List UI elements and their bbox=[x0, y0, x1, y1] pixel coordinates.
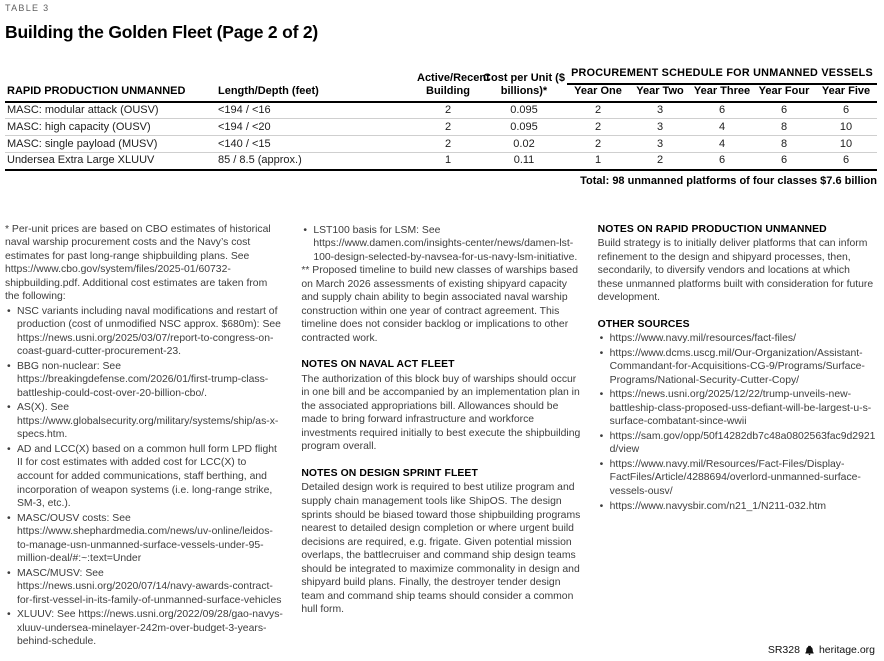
other-source-item: • https://www.navysbir.com/n21_1/N211-032.htm bbox=[598, 500, 877, 514]
year-one-cell: 2 bbox=[567, 102, 629, 119]
year-five-cell: 6 bbox=[815, 153, 877, 170]
col-header-active-recent: Active/Recent Building bbox=[415, 67, 481, 102]
page-title: Building the Golden Fleet (Page 2 of 2) bbox=[5, 22, 319, 42]
table-label: TABLE 3 bbox=[5, 3, 50, 13]
footnote-source-item: • LST100 basis for LSM: See https://www.damen.com/insights-center/news/damen-lst-100-design-selected-by-navsea-for-us-navy-lsm-initiative. bbox=[301, 224, 580, 265]
active-building-cell: 2 bbox=[415, 136, 481, 153]
year-one-cell: 2 bbox=[567, 136, 629, 153]
footnote-source-list-continued bbox=[301, 224, 580, 265]
table-row bbox=[5, 102, 877, 119]
year-three-cell: 6 bbox=[691, 102, 753, 119]
footnote-proposed-timeline: ** Proposed timeline to build new classes of warships based on March 2026 assessments of existing shipyard capacity and supply chain ability to begin associated naval warship construction within one year of contract agreement. This timeline does not consider backlog or implications to other contracted work. bbox=[301, 265, 578, 344]
year-three-cell: 4 bbox=[691, 119, 753, 136]
year-four-cell: 6 bbox=[753, 102, 815, 119]
footnotes-section bbox=[5, 223, 877, 649]
heading-notes-design-sprint-fleet: NOTES ON DESIGN SPRINT FLEET bbox=[301, 467, 478, 479]
year-one-cell: 2 bbox=[567, 119, 629, 136]
year-two-cell: 3 bbox=[629, 119, 691, 136]
year-five-cell: 10 bbox=[815, 119, 877, 136]
year-three-cell: 6 bbox=[691, 153, 753, 170]
cost-per-unit-cell: 0.095 bbox=[481, 102, 567, 119]
footnote-source-item: • AS(X). See https://www.globalsecurity.org/military/systems/ship/as-x-specs.htm. bbox=[5, 401, 284, 442]
year-four-cell: 8 bbox=[753, 136, 815, 153]
year-two-cell: 3 bbox=[629, 102, 691, 119]
length-depth-cell: 85 / 8.5 (approx.) bbox=[216, 153, 415, 170]
cost-per-unit-cell: 0.11 bbox=[481, 153, 567, 170]
table-total: Total: 98 unmanned platforms of four classes $7.6 billion bbox=[580, 174, 877, 187]
fleet-table bbox=[5, 67, 877, 171]
vessel-name-cell: MASC: high capacity (OUSV) bbox=[5, 119, 216, 136]
active-building-cell: 2 bbox=[415, 119, 481, 136]
table-row bbox=[5, 153, 877, 170]
footnotes-column-2 bbox=[301, 223, 580, 649]
other-sources-list bbox=[598, 332, 877, 513]
other-source-item: • https://www.dcms.uscg.mil/Our-Organization/Assistant-Commandant-for-Acquisitions-CG-9/Programs/Surface-Programs/National-Security-Cutter-Copy/ bbox=[598, 347, 877, 388]
publisher-site: heritage.org bbox=[818, 644, 875, 656]
notes-naval-act-fleet-body: The authorization of this block buy of warships should occur in one bill and be accompanied by an implementation plan in the associated appropriations bill. Allowances should be made to bring forward infrastructure and workforce investments required initially to best execute the shipbuilding program overall. bbox=[301, 373, 581, 453]
length-depth-cell: <194 / <20 bbox=[216, 119, 415, 136]
active-building-cell: 1 bbox=[415, 153, 481, 170]
col-header-rapid-production: RAPID PRODUCTION UNMANNED bbox=[5, 67, 216, 102]
col-group-header-procurement-schedule: PROCUREMENT SCHEDULE FOR UNMANNED VESSELS bbox=[567, 67, 877, 84]
footnote-source-item: • AD and LCC(X) based on a common hull form LPD flight II for cost estimates with added cost for LCC(X) to account for added communications, staff berthing, and incorporation of weapon systems (i.e. long-range strike, SM-3, etc.). bbox=[5, 443, 284, 511]
heading-notes-rapid-production-unmanned: NOTES ON RAPID PRODUCTION UNMANNED bbox=[597, 223, 827, 235]
col-header-year-two: Year Two bbox=[629, 84, 691, 102]
col-header-year-three: Year Three bbox=[691, 84, 753, 102]
table-row bbox=[5, 136, 877, 153]
footnote-source-list bbox=[5, 305, 284, 649]
year-four-cell: 8 bbox=[753, 119, 815, 136]
footnote-source-item: • BBG non-nuclear: See https://breakingdefense.com/2026/01/first-trump-class-battleship-could-cost-over-20-billion-cbo/. bbox=[5, 360, 284, 401]
vessel-name-cell: MASC: single payload (MUSV) bbox=[5, 136, 216, 153]
col-header-cost-per-unit: Cost per Unit ($ billions)* bbox=[481, 67, 567, 102]
col-header-length-depth: Length/Depth (feet) bbox=[216, 67, 415, 102]
length-depth-cell: <194 / <16 bbox=[216, 102, 415, 119]
length-depth-cell: <140 / <15 bbox=[216, 136, 415, 153]
notes-design-sprint-fleet-body: Detailed design work is required to best utilize program and supply chain management tools like ShipOS. The design sprints should be biased toward those shipbuilding programs nearest to detailed design completion or where urgent build decisions are required, e.g. frigate. Given potential mission overlaps, the battlecruiser and command ship design teams should be integrated to maximize commonality in design and shipyard build plans. Finally, the destroyer tender design team and command ship teams should consider a common hull form. bbox=[301, 482, 581, 616]
col-header-year-five: Year Five bbox=[815, 84, 877, 102]
table-row bbox=[5, 119, 877, 136]
report-id: SR328 bbox=[767, 644, 800, 656]
year-one-cell: 1 bbox=[567, 153, 629, 170]
other-source-item: • https://www.navy.mil/resources/fact-files/ bbox=[598, 332, 877, 346]
heading-other-sources: OTHER SOURCES bbox=[597, 318, 690, 330]
col-header-year-four: Year Four bbox=[753, 84, 815, 102]
col-header-year-one: Year One bbox=[567, 84, 629, 102]
other-source-item: • https://sam.gov/opp/50f14282db7c48a0802563fac9d2921d/view bbox=[598, 430, 877, 457]
vessel-name-cell: MASC: modular attack (OUSV) bbox=[5, 102, 216, 119]
active-building-cell: 2 bbox=[415, 102, 481, 119]
footnote-source-item: • NSC variants including naval modifications and restart of production (cost of unmodified NSC approx. $680m): See https://news.usni.org/2025/03/07/report-to-congress-on-coast-guard-cutter-procurement-23. bbox=[5, 305, 284, 359]
year-five-cell: 10 bbox=[815, 136, 877, 153]
notes-rapid-production-unmanned-body: Build strategy is to initially deliver platforms that can inform refinement to the design and shipyard processes, then, secondarily, to diversify vendors and locations at which these unmanned platforms built with consideration for future development. bbox=[597, 238, 874, 304]
year-two-cell: 2 bbox=[629, 153, 691, 170]
year-two-cell: 3 bbox=[629, 136, 691, 153]
other-source-item: • https://www.navy.mil/Resources/Fact-Files/Display-FactFiles/Article/4288694/overlord-unmanned-surface-vessels-ousv/ bbox=[598, 458, 877, 499]
page-footer bbox=[768, 644, 875, 656]
year-four-cell: 6 bbox=[753, 153, 815, 170]
footnote-per-unit-prices: * Per-unit prices are based on CBO estimates of historical naval warship procurement costs and the Navy’s cost estimates for past long-range shipbuilding plans. See https://www.cbo.gov/system/files/2025-01/60732-shipbuilding.pdf. Additional cost estimates are taken from the following: bbox=[5, 223, 271, 303]
vessel-name-cell: Undersea Extra Large XLUUV bbox=[5, 153, 216, 170]
footnote-source-item: • XLUUV: See https://news.usni.org/2022/09/28/gao-navys-xluuv-undersea-minelayer-242m-over-budget-3-years-behind-schedule. bbox=[5, 608, 284, 649]
footnotes-column-1 bbox=[5, 223, 284, 649]
cost-per-unit-cell: 0.02 bbox=[481, 136, 567, 153]
year-five-cell: 6 bbox=[815, 102, 877, 119]
heading-notes-naval-act-fleet: NOTES ON NAVAL ACT FLEET bbox=[301, 359, 455, 371]
liberty-bell-icon bbox=[804, 645, 815, 656]
other-source-item: • https://news.usni.org/2025/12/22/trump-unveils-new-battleship-class-proposed-uss-defiant-will-be-largest-u-s-surface-combatant-since-wwii bbox=[598, 388, 877, 429]
footnote-source-item: • MASC/MUSV: See https://news.usni.org/2020/07/14/navy-awards-contract-for-first-vessel-in-its-family-of-unmanned-surface-vehicles bbox=[5, 567, 284, 608]
cost-per-unit-cell: 0.095 bbox=[481, 119, 567, 136]
footnote-source-item: • MASC/OUSV costs: See https://www.shephardmedia.com/news/uv-online/leidos-to-manage-usn-unmanned-surface-vessels-under-95-million-deal/#:~:text=Under bbox=[5, 512, 284, 566]
year-three-cell: 4 bbox=[691, 136, 753, 153]
footnotes-column-3 bbox=[598, 223, 877, 649]
